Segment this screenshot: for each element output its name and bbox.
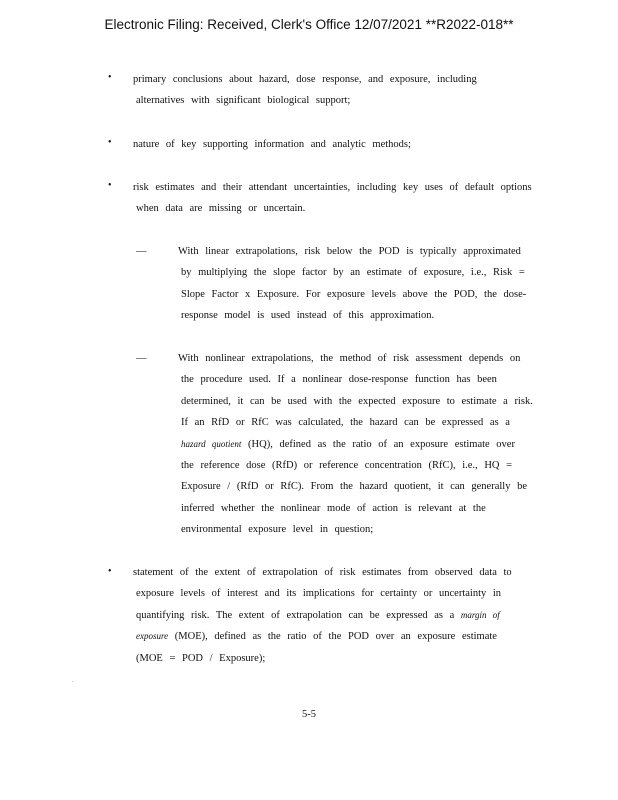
bullet-text-part: statement of the extent of extrapolation of risk estimates from observed data to exposure levels of interest and its implications for certainty or uncertainty in quantifying risk. The extent of extrapolation can be expressed as a [133,567,512,621]
bullet-text: primary conclusions about hazard, dose response, and exposure, including alternatives with significant biological support; [133,74,477,107]
hazard-quotient-term: hazard quotient [181,438,242,449]
bullet-symbol: • [108,180,112,191]
subitem-text-part: (HQ), defined as the ratio of an exposure estimate over the reference dose (RfD) or reference concentration (RfC), i.e., HQ = Exposure / (RfD or RfC). From the hazard quotient, it can generally be inferred whether the nonlinear mode of action is relevant at the environmental exposure level in question; [181,438,527,536]
dash-symbol: — [136,246,147,257]
bullet-symbol: • [108,72,112,83]
stray-mark: . [72,678,74,684]
page-number: 5-5 [302,709,316,720]
bullet-symbol: • [108,566,112,577]
margin-of-exposure-term: margin of exposure [136,609,500,642]
bullet-text: risk estimates and their attendant uncertainties, including key uses of default options when data are missing or uncertain. [133,182,532,215]
dash-symbol: — [136,353,147,364]
filing-header: Electronic Filing: Received, Clerk's Office 12/07/2021 **R2022-018** [104,17,514,32]
subitem-text: With linear extrapolations, risk below the POD is typically approximated by multiplying the slope factor by an estimate of exposure, i.e., Risk = Slope Factor x Exposure. For exposure levels above the POD, the dose-response model is used instead of this approximation. [178,246,527,322]
bullet-text: nature of key supporting information and analytic methods; [133,139,411,150]
subitem-text [178,348,533,541]
bullet-text-part: (MOE), defined as the ratio of the POD over an exposure estimate (MOE = POD / Exposure); [136,631,497,664]
bullet-symbol: • [108,137,112,148]
subitem-text-part: With nonlinear extrapolations, the method of risk assessment depends on the procedure used. If a nonlinear dose-response function has been determined, it can be used with the expected exposure to estimate a risk. If an RfD or RfC was calculated, the hazard can be expressed as a [178,353,533,429]
bullet-text [133,562,526,669]
